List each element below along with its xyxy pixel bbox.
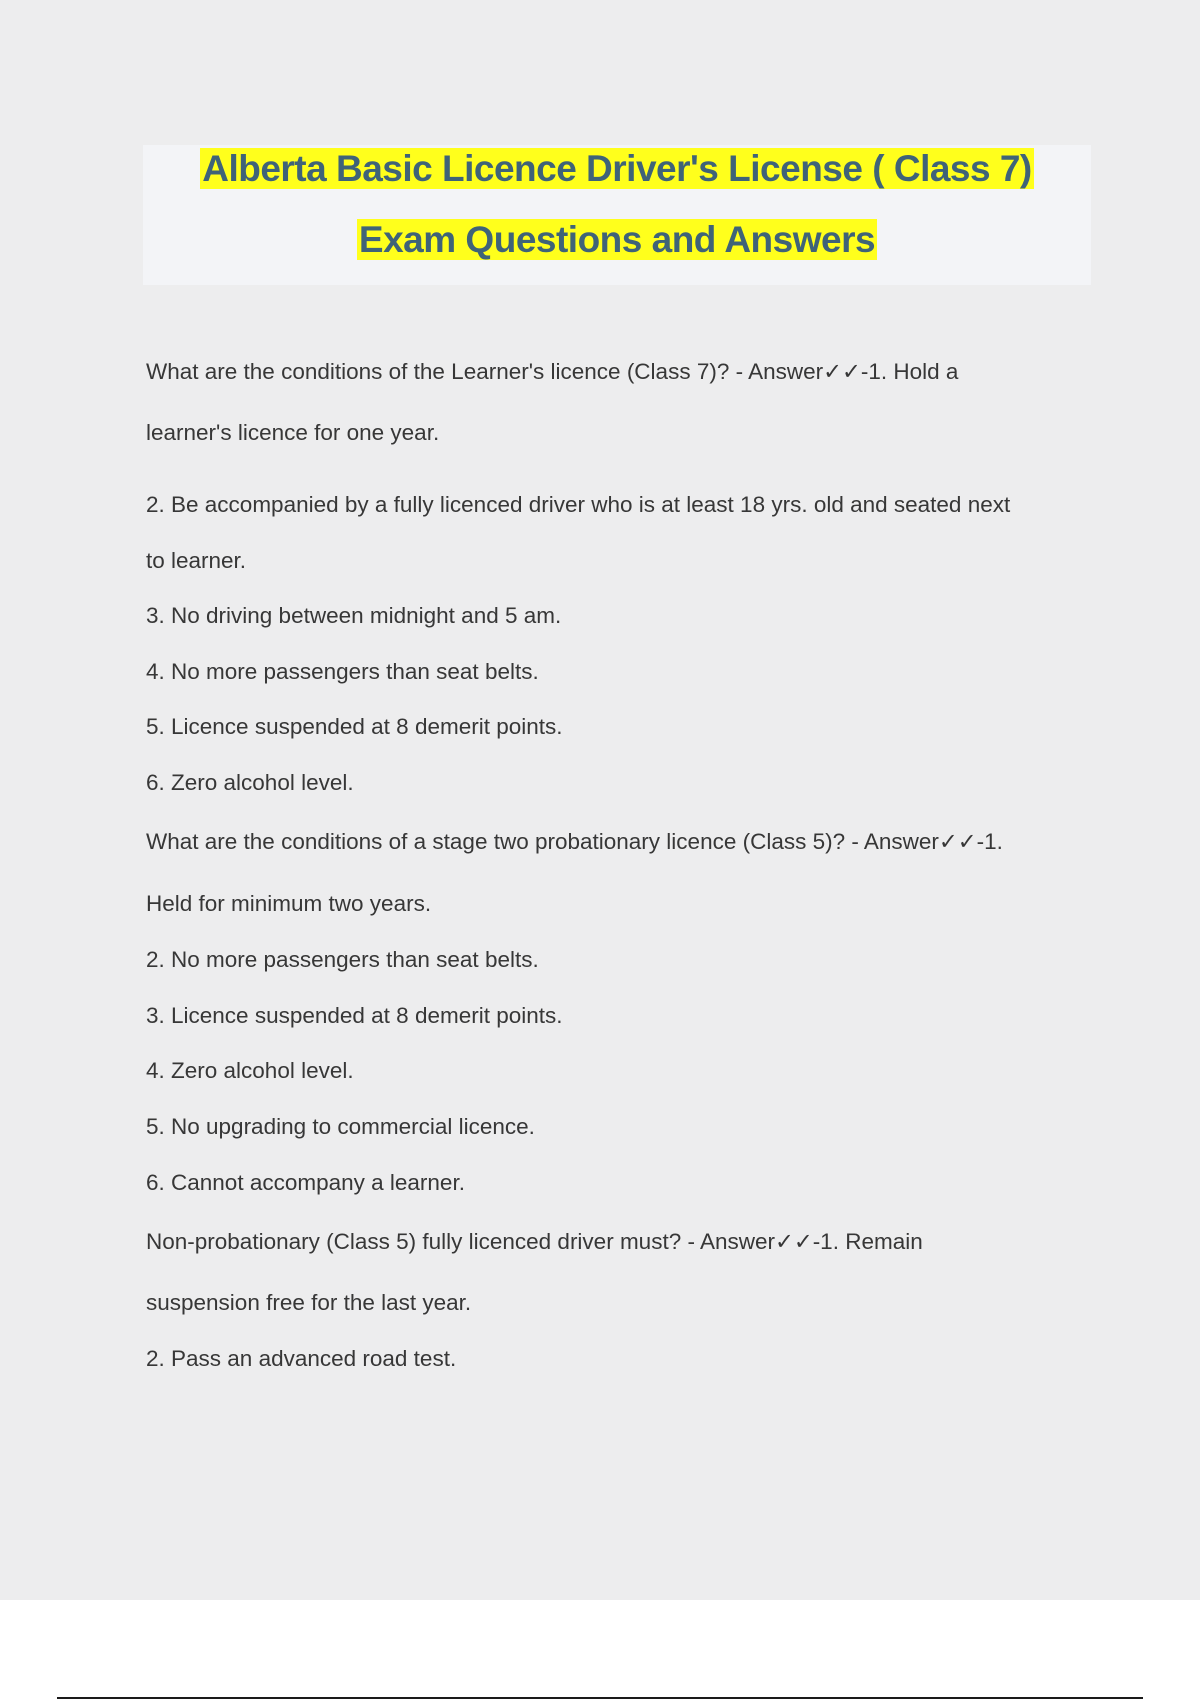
title-text-1: Alberta Basic Licence Driver's License ( Class 7) — [202, 148, 1032, 189]
answer-1-item-2-cont: to learner. — [146, 548, 247, 573]
question-2-line-1: What are the conditions of a stage two probationary licence (Class 5)? - Answer✓✓-1. — [146, 829, 1003, 854]
footer-rule — [57, 1697, 1143, 1699]
answer-2-item-2: 2. No more passengers than seat belts. — [146, 947, 539, 972]
title-line-1 — [143, 145, 1091, 193]
title-block — [143, 145, 1091, 285]
answer-1-item-6: 6. Zero alcohol level. — [146, 770, 354, 795]
question-1-line-1: What are the conditions of the Learner's licence (Class 7)? - Answer✓✓-1. Hold a — [146, 359, 959, 384]
title-line-2 — [143, 216, 1091, 264]
answer-2-item-6: 6. Cannot accompany a learner. — [146, 1170, 465, 1195]
answer-1-item-5: 5. Licence suspended at 8 demerit points. — [146, 714, 563, 739]
answer-1-item-2: 2. Be accompanied by a fully licenced driver who is at least 18 yrs. old and seated next — [146, 492, 1011, 517]
answer-1-item-3: 3. No driving between midnight and 5 am. — [146, 603, 562, 628]
title-text-2: Exam Questions and Answers — [358, 219, 876, 260]
answer-2-item-4: 4. Zero alcohol level. — [146, 1058, 354, 1083]
question-3-line-1: Non-probationary (Class 5) fully licenced driver must? - Answer✓✓-1. Remain — [146, 1229, 923, 1254]
question-2-line-2: Held for minimum two years. — [146, 891, 432, 916]
question-3-line-2: suspension free for the last year. — [146, 1290, 472, 1315]
answer-3-item-2: 2. Pass an advanced road test. — [146, 1346, 457, 1371]
question-1-line-2: learner's licence for one year. — [146, 420, 440, 445]
answer-2-item-5: 5. No upgrading to commercial licence. — [146, 1114, 535, 1139]
answer-2-item-3: 3. Licence suspended at 8 demerit points. — [146, 1003, 563, 1028]
answer-1-item-4: 4. No more passengers than seat belts. — [146, 659, 539, 684]
